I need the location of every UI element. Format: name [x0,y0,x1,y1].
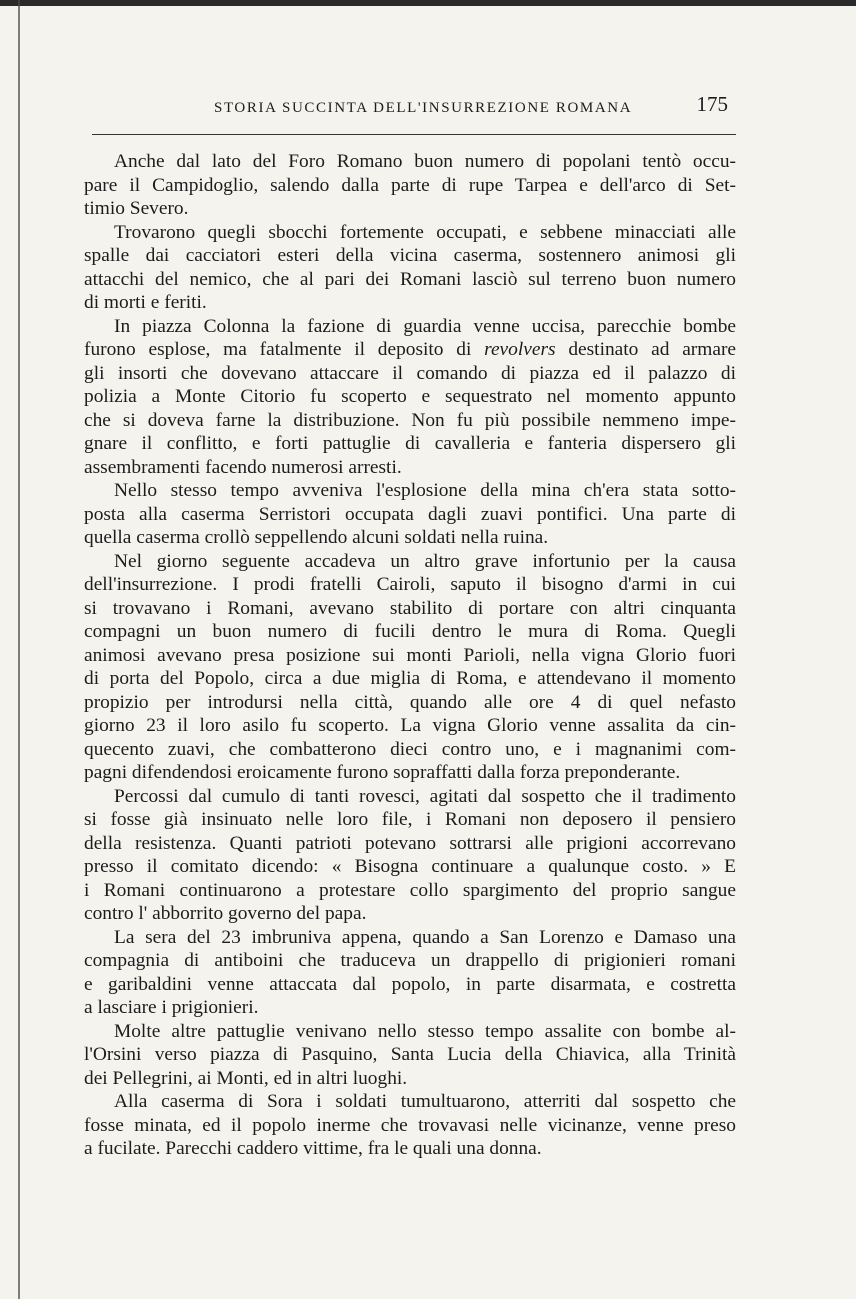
text-line: In piazza Colonna la fazione di guardia venne uccisa, parecchie bombe [114,315,736,337]
text-line: contro l' abborrito governo del papa. [84,903,367,924]
text-line: pare il Campidoglio, salendo dalla parte di rupe Tarpea e dell'arco di Set- [84,174,736,196]
text-line: si trovavano i Romani, avevano stabilito di portare con altri cinquanta [84,597,736,619]
paragraph [84,785,736,926]
text-line: si fosse già insinuato nelle loro file, i Romani non deposero il pensiero [84,809,736,830]
paragraph [84,926,736,1020]
text-line: giorno 23 il loro asilo fu scoperto. La vigna Glorio venne assalita da cin- [84,715,736,736]
text-line: dei Pellegrini, ai Monti, ed in altri luoghi. [84,1067,408,1089]
text-line: presso il comitato dicendo: « Bisogna continuare a qualunque costo. » E [84,856,736,877]
text-line: che si doveva farne la distribuzione. Non fu più possibile nemmeno impe- [84,409,736,431]
page-header [92,92,736,128]
text-line: e garibaldini venne attaccata dal popolo, in parte disarmata, e costretta [84,973,736,995]
text-line: animosi avevano presa posizione sui monti Parioli, nella vigna Glorio fuori [84,644,736,666]
text-line: compagni un buon numero di fucili dentro le mura di Roma. Quegli [84,621,736,642]
text-line: della resistenza. Quanti patrioti potevano sottrarsi alle prigioni accorrevano [84,832,736,854]
text-line: i Romani continuarono a protestare collo spargimento del proprio sangue [84,879,736,901]
text-line: La sera del 23 imbruniva appena, quando a San Lorenzo e Damaso una [114,926,736,948]
page-top-edge [0,0,856,6]
text-line: Trovarono quegli sbocchi fortemente occupati, e sebbene minacciati alle [114,221,736,243]
paragraph [84,479,736,550]
text-line: attacchi del nemico, che al pari dei Romani lasciò sul terreno buon numero [84,268,736,290]
text-line: polizia a Monte Citorio fu scoperto e sequestrato nel momento appunto [84,386,736,407]
text-line: di morti e feriti. [84,292,207,313]
text-line: gli insorti che dovevano attaccare il comando di piazza ed il palazzo di [84,362,736,384]
text-line: quella caserma crollò seppellendo alcuni soldati nella ruina. [84,527,549,548]
text-line: propizio per introdursi nella città, quando alle ore 4 di quel nefasto [84,691,736,713]
text-line: Alla caserma di Sora i soldati tumultuarono, atterriti dal sospetto che [114,1091,736,1112]
paragraph [84,221,736,315]
text-line: assembramenti facendo numerosi arresti. [84,456,402,478]
paragraph [84,550,736,785]
text-line: quecento zuavi, che combatterono dieci contro uno, e i magnanimi com- [84,738,736,760]
text-line: a lasciare i prigionieri. [84,997,259,1018]
text-line: Nel giorno seguente accadeva un altro grave infortunio per la causa [114,550,736,572]
text-line: Nello stesso tempo avveniva l'esplosione della mina ch'era stata sotto- [114,480,736,501]
running-head: STORIA SUCCINTA DELL'INSURREZIONE ROMANA [214,100,633,116]
text-line: timio Severo. [84,198,189,219]
text-line: di porta del Popolo, circa a due miglia di Roma, e attendevano il momento [84,668,736,689]
page-number: 175 [696,92,728,116]
paragraph [84,1020,736,1091]
text-line: posta alla caserma Serristori occupata dagli zuavi pontifici. Una parte di [84,503,736,525]
paragraph [84,315,736,480]
paragraph [84,1090,736,1161]
text-line: Molte altre pattuglie venivano nello stesso tempo assalite con bombe al- [114,1020,736,1042]
text-line: spalle dai cacciatori esteri della vicina caserma, sostennero animosi gli [84,245,736,266]
paragraph [84,150,736,221]
text-line: Percossi dal cumulo di tanti rovesci, agitati dal sospetto che il tradimento [114,785,736,807]
text-line: Anche dal lato del Foro Romano buon numero di popolani tentò occu- [114,151,736,172]
text-line: l'Orsini verso piazza di Pasquino, Santa Lucia della Chiavica, alla Trinità [84,1044,736,1065]
text-line: a fucilate. Parecchi caddero vittime, fra le quali una donna. [84,1138,542,1159]
text-line: compagnia di antiboini che traduceva un drappello di prigionieri romani [84,950,736,971]
body-text [84,150,736,1161]
page-gutter-edge [18,0,20,1299]
text-line: pagni difendendosi eroicamente furono sopraffatti dalla forza preponderante. [84,762,681,783]
header-rule [92,134,736,135]
text-line: gnare il conflitto, e forti pattuglie di cavalleria e fanteria dispersero gli [84,433,736,454]
text-line: fosse minata, ed il popolo inerme che trovavasi nelle vicinanze, venne preso [84,1114,736,1136]
text-line: furono esplose, ma fatalmente il deposito di revolvers destinato ad armare [84,339,737,360]
text-line: dell'insurrezione. I prodi fratelli Cairoli, saputo il bisogno d'armi in cui [84,574,736,595]
